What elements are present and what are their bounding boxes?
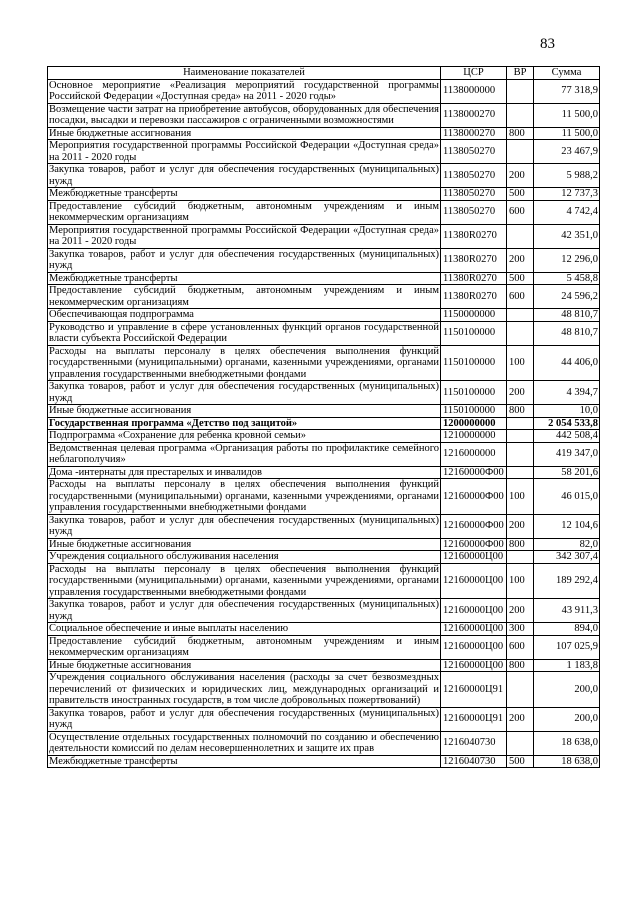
row-vr-cell	[507, 442, 534, 466]
row-vr-cell	[507, 551, 534, 564]
table-row	[48, 731, 600, 755]
table-row	[48, 405, 600, 418]
table-row	[48, 623, 600, 636]
row-name-cell: Закупка товаров, работ и услуг для обеспечения государственных (муниципальных) нужд	[49, 707, 439, 730]
row-csr-cell: 1216000000	[441, 442, 507, 466]
row-vr-cell: 500	[507, 755, 534, 768]
row-vr-cell: 600	[507, 285, 534, 309]
row-csr-cell: 1150100000	[441, 405, 507, 418]
row-name-cell: Ведомственная целевая программа «Организация работы по профилактике семейного неблагополучия»	[49, 442, 439, 465]
row-csr-cell: 12160000Ц91	[441, 672, 507, 708]
row-sum-cell: 48 810,7	[534, 321, 600, 345]
row-name-cell: Предоставление субсидий бюджетным, автономным учреждениям и иным некоммерческим организациям	[49, 285, 439, 308]
row-csr-cell: 12160000Ц00	[441, 623, 507, 636]
row-sum-cell: 2 054 533,8	[534, 417, 600, 430]
row-name-cell: Межбюджетные трансферты	[48, 272, 441, 285]
table-row	[48, 599, 600, 623]
row-csr-cell: 12160000Ф00	[441, 479, 507, 515]
row-sum-cell: 12 737,3	[534, 188, 600, 201]
table-row	[48, 514, 600, 538]
table-row	[48, 479, 600, 515]
row-sum-cell: 77 318,9	[534, 79, 600, 103]
row-sum-cell: 58 201,6	[534, 466, 600, 479]
row-sum-cell: 200,0	[534, 707, 600, 731]
row-csr-cell: 1150100000	[441, 345, 507, 381]
row-name-cell: Закупка товаров, работ и услуг для обеспечения государственных (муниципальных) нужд	[49, 164, 439, 187]
row-name-cell: Возмещение части затрат на приобретение автобусов, оборудованных для обеспечения посадки, высадки и перевозки пассажиров с ограниченными возможностями	[49, 103, 439, 126]
row-sum-cell: 42 351,0	[534, 224, 600, 248]
row-name-cell: Закупка товаров, работ и услуг для обеспечения государственных (муниципальных) нужд	[49, 599, 439, 622]
row-vr-cell	[507, 309, 534, 322]
row-name-cell: Социальное обеспечение и иные выплаты населению	[48, 623, 441, 636]
table-row	[48, 127, 600, 140]
budget-table	[47, 66, 600, 768]
row-csr-cell: 1150000000	[441, 309, 507, 322]
table-row	[48, 345, 600, 381]
row-vr-cell: 200	[507, 514, 534, 538]
row-csr-cell: 12160000Ц00	[441, 659, 507, 672]
row-vr-cell: 200	[507, 707, 534, 731]
row-name-cell: Закупка товаров, работ и услуг для обеспечения государственных (муниципальных) нужд	[49, 248, 439, 271]
table-row	[48, 309, 600, 322]
row-vr-cell	[507, 224, 534, 248]
row-sum-cell: 894,0	[534, 623, 600, 636]
row-csr-cell: 1138000270	[441, 103, 507, 127]
row-name-cell: Учреждения социального обслуживания населения	[48, 551, 441, 564]
row-name-cell: Закупка товаров, работ и услуг для обеспечения государственных (муниципальных) нужд	[49, 381, 439, 404]
row-csr-cell: 12160000Ф00	[441, 514, 507, 538]
table-row	[48, 140, 600, 164]
table-row	[48, 79, 600, 103]
row-name-cell: Предоставление субсидий бюджетным, автономным учреждениям и иным некоммерческим организациям	[49, 635, 439, 658]
row-sum-cell: 11 500,0	[534, 103, 600, 127]
row-csr-cell: 1150100000	[441, 381, 507, 405]
row-vr-cell	[507, 321, 534, 345]
row-sum-cell: 44 406,0	[534, 345, 600, 381]
row-sum-cell: 46 015,0	[534, 479, 600, 515]
row-vr-cell: 200	[507, 164, 534, 188]
row-csr-cell: 1210000000	[441, 430, 507, 443]
row-sum-cell: 10,0	[534, 405, 600, 418]
table-row	[48, 188, 600, 201]
table-row	[48, 635, 600, 659]
row-csr-cell: 1150100000	[441, 321, 507, 345]
row-name-cell: Основное мероприятие «Реализация мероприятий государственной программы Российской Федерации «Доступная среда» на 2011 - 2020 годы»	[49, 79, 439, 102]
table-row	[48, 381, 600, 405]
row-csr-cell: 12160000Ц00	[441, 599, 507, 623]
row-csr-cell: 1138000270	[441, 127, 507, 140]
row-csr-cell: 12160000Ф00	[441, 466, 507, 479]
row-name-cell: Мероприятия государственной программы Российской Федерации «Доступная среда» на 2011 - 2020 годы	[49, 140, 439, 163]
row-csr-cell: 12160000Ц91	[441, 707, 507, 731]
row-sum-cell: 4 394,7	[534, 381, 600, 405]
table-row	[48, 200, 600, 224]
row-name-cell: Иные бюджетные ассигнования	[48, 538, 441, 551]
row-name-cell: Расходы на выплаты персоналу в целях обеспечения выполнения функций государственными (муниципальными) органами, казенными учреждениями, органами управления государственными внебюджетными фондами	[49, 563, 439, 598]
row-csr-cell: 11380R0270	[441, 224, 507, 248]
row-vr-cell: 300	[507, 623, 534, 636]
table-row	[48, 672, 600, 708]
row-sum-cell: 200,0	[534, 672, 600, 708]
row-vr-cell: 100	[507, 345, 534, 381]
row-name-cell: Дома -интернаты для престарелых и инвалидов	[48, 466, 441, 479]
row-vr-cell: 200	[507, 599, 534, 623]
table-row	[48, 551, 600, 564]
row-sum-cell: 11 500,0	[534, 127, 600, 140]
row-name-cell: Обеспечивающая подпрограмма	[48, 309, 441, 322]
row-vr-cell	[507, 417, 534, 430]
row-csr-cell: 1138050270	[441, 188, 507, 201]
row-csr-cell: 1138050270	[441, 200, 507, 224]
row-name-cell: Закупка товаров, работ и услуг для обеспечения государственных (муниципальных) нужд	[49, 514, 439, 537]
table-row	[48, 103, 600, 127]
row-csr-cell: 1200000000	[441, 417, 507, 430]
table-row	[48, 321, 600, 345]
table-row	[48, 659, 600, 672]
row-vr-cell: 200	[507, 248, 534, 272]
row-vr-cell: 800	[507, 405, 534, 418]
row-csr-cell: 1138050270	[441, 164, 507, 188]
row-sum-cell: 107 025,9	[534, 635, 600, 659]
row-vr-cell: 100	[507, 563, 534, 599]
header-csr: ЦСР	[441, 67, 507, 80]
row-name-cell: Межбюджетные трансферты	[48, 755, 441, 768]
table-row	[48, 563, 600, 599]
table-row	[48, 417, 600, 430]
row-sum-cell: 442 508,4	[534, 430, 600, 443]
row-csr-cell: 12160000Ц00	[441, 551, 507, 564]
row-vr-cell: 800	[507, 659, 534, 672]
row-sum-cell: 419 347,0	[534, 442, 600, 466]
row-vr-cell	[507, 672, 534, 708]
table-row	[48, 707, 600, 731]
row-csr-cell: 1216040730	[441, 731, 507, 755]
row-csr-cell: 12160000Ц00	[441, 563, 507, 599]
row-sum-cell: 189 292,4	[534, 563, 600, 599]
row-sum-cell: 18 638,0	[534, 755, 600, 768]
row-sum-cell: 342 307,4	[534, 551, 600, 564]
row-csr-cell: 12160000Ф00	[441, 538, 507, 551]
row-sum-cell: 1 183,8	[534, 659, 600, 672]
row-vr-cell: 600	[507, 200, 534, 224]
row-csr-cell: 1138000000	[441, 79, 507, 103]
row-sum-cell: 18 638,0	[534, 731, 600, 755]
table-row	[48, 466, 600, 479]
table-row	[48, 272, 600, 285]
header-name: Наименование показателей	[48, 67, 441, 80]
row-csr-cell: 11380R0270	[441, 248, 507, 272]
row-vr-cell	[507, 731, 534, 755]
row-vr-cell	[507, 103, 534, 127]
table-row	[48, 248, 600, 272]
table-row	[48, 430, 600, 443]
row-csr-cell: 1216040730	[441, 755, 507, 768]
row-name-cell: Иные бюджетные ассигнования	[48, 405, 441, 418]
table-row	[48, 285, 600, 309]
row-sum-cell: 12 296,0	[534, 248, 600, 272]
row-name-cell: Учреждения социального обслуживания населения (расходы за счет безвозмездных перечислений от физических и юридических лиц, международных организаций и правительств иностранных государств, в том числе добровольных пожертвований)	[49, 672, 439, 706]
table-row	[48, 755, 600, 768]
header-vr: ВР	[507, 67, 534, 80]
row-sum-cell: 82,0	[534, 538, 600, 551]
row-vr-cell: 200	[507, 381, 534, 405]
row-name-cell: Подпрограмма «Сохранение для ребенка кровной семьи»	[48, 430, 441, 443]
row-csr-cell: 11380R0270	[441, 272, 507, 285]
row-vr-cell: 500	[507, 272, 534, 285]
row-vr-cell	[507, 140, 534, 164]
row-sum-cell: 5 988,2	[534, 164, 600, 188]
row-csr-cell: 12160000Ц00	[441, 635, 507, 659]
row-name-cell: Межбюджетные трансферты	[48, 188, 441, 201]
row-sum-cell: 12 104,6	[534, 514, 600, 538]
row-sum-cell: 24 596,2	[534, 285, 600, 309]
row-vr-cell	[507, 79, 534, 103]
row-vr-cell: 800	[507, 127, 534, 140]
row-name-cell: Руководство и управление в сфере установленных функций органов государственной власти субъекта Российской Федерации	[49, 321, 439, 344]
row-vr-cell: 600	[507, 635, 534, 659]
row-name-cell: Иные бюджетные ассигнования	[48, 659, 441, 672]
row-csr-cell: 11380R0270	[441, 285, 507, 309]
row-name-cell: Расходы на выплаты персоналу в целях обеспечения выполнения функций государственными (муниципальными) органами, казенными учреждениями, органами управления государственными внебюджетными фондами	[49, 345, 439, 380]
row-sum-cell: 5 458,8	[534, 272, 600, 285]
table-row	[48, 538, 600, 551]
row-name-cell: Государственная программа «Детство под защитой»	[48, 417, 441, 430]
row-csr-cell: 1138050270	[441, 140, 507, 164]
page-number: 83	[540, 36, 555, 52]
row-vr-cell: 800	[507, 538, 534, 551]
row-vr-cell: 500	[507, 188, 534, 201]
table-row	[48, 224, 600, 248]
row-vr-cell: 100	[507, 479, 534, 515]
row-name-cell: Осуществление отдельных государственных полномочий по созданию и обеспечению деятельности комиссий по делам несовершеннолетних и защите их прав	[49, 731, 439, 754]
row-sum-cell: 4 742,4	[534, 200, 600, 224]
row-sum-cell: 43 911,3	[534, 599, 600, 623]
table-row	[48, 164, 600, 188]
table-header-row	[48, 67, 600, 80]
row-vr-cell	[507, 430, 534, 443]
row-vr-cell	[507, 466, 534, 479]
row-name-cell: Иные бюджетные ассигнования	[48, 127, 441, 140]
row-name-cell: Предоставление субсидий бюджетным, автономным учреждениям и иным некоммерческим организациям	[49, 200, 439, 223]
row-sum-cell: 48 810,7	[534, 309, 600, 322]
table-row	[48, 442, 600, 466]
row-sum-cell: 23 467,9	[534, 140, 600, 164]
row-name-cell: Расходы на выплаты персоналу в целях обеспечения выполнения функций государственными (муниципальными) органами, казенными учреждениями, органами управления государственными внебюджетными фондами	[49, 479, 439, 513]
row-name-cell: Мероприятия государственной программы Российской Федерации «Доступная среда» на 2011 - 2020 годы	[49, 224, 439, 247]
header-sum: Сумма	[534, 67, 600, 80]
